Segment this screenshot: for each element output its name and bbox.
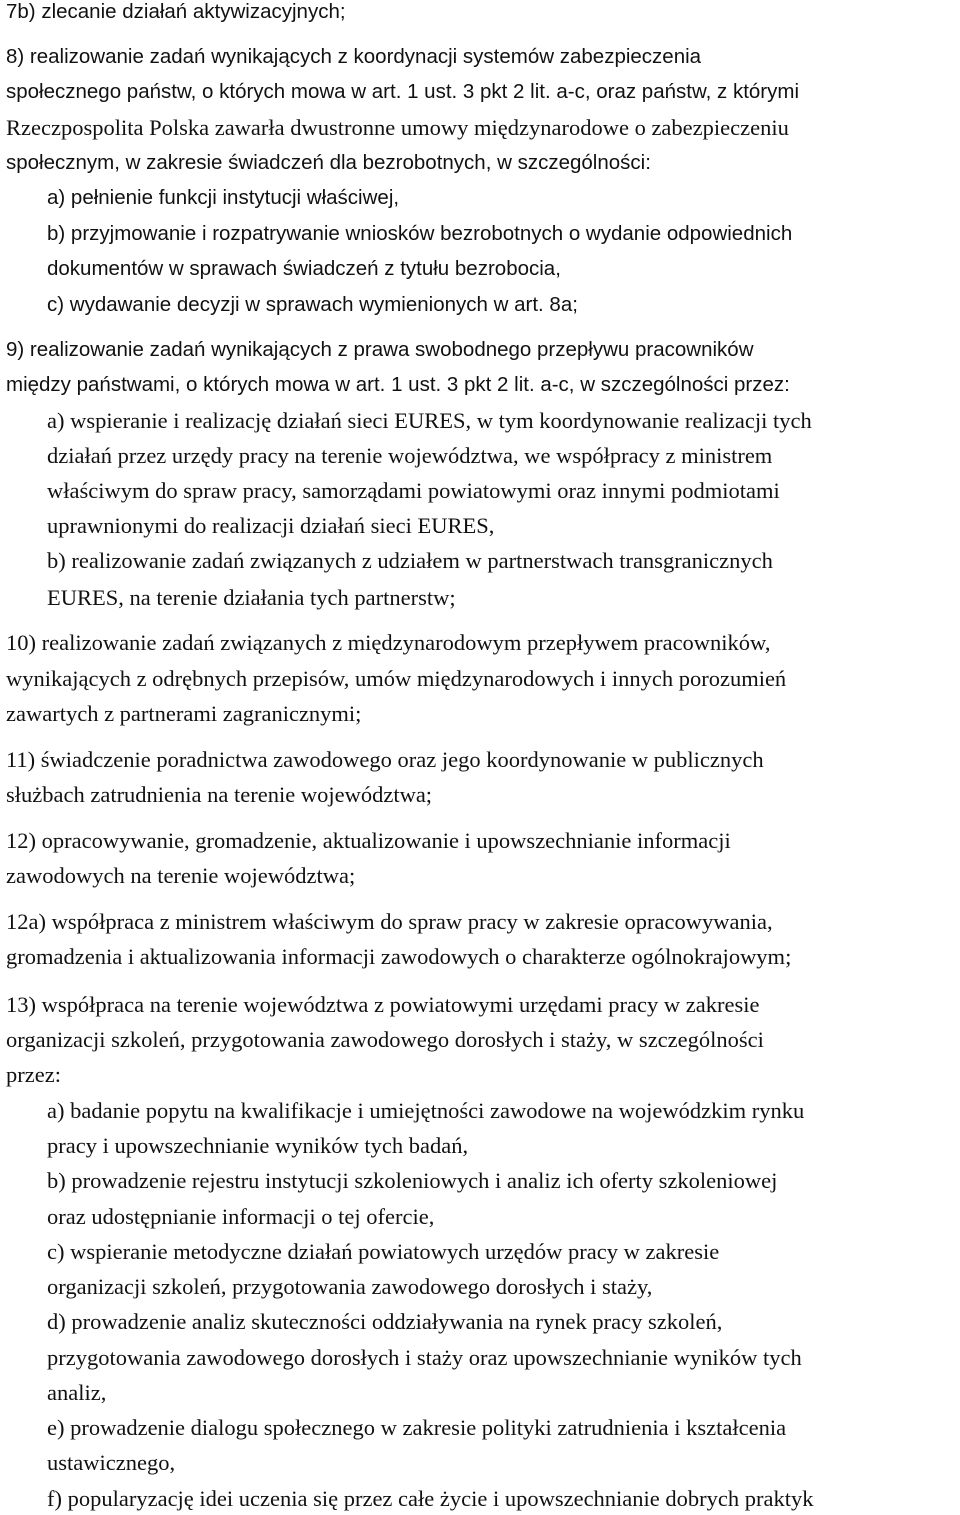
text-line: zawartych z partnerami zagranicznymi; [6,701,362,726]
text-line: pracy i upowszechnianie wyników tych badań, [47,1133,469,1158]
text-line: przez: [6,1062,61,1087]
text-line: Rzeczpospolita Polska zawarła dwustronne umowy międzynarodowe o zabezpieczeniu [6,115,789,140]
text-line: uprawnionymi do realizacji działań sieci EURES, [47,513,495,538]
text-line: 8) realizowanie zadań wynikających z koordynacji systemów zabezpieczenia [6,45,702,68]
text-line: EURES, na terenie działania tych partnerstw; [47,585,456,610]
text-line: 13) współpraca na terenie województwa z powiatowymi urzędami pracy w zakresie [6,992,760,1017]
text-line: a) badanie popytu na kwalifikacje i umiejętności zawodowe na wojewódzkim rynku [47,1098,805,1123]
text-line: dokumentów w sprawach świadczeń z tytułu bezrobocia, [47,257,561,280]
text-line: wynikających z odrębnych przepisów, umów międzynarodowych i innych porozumień [6,666,787,691]
text-line: organizacji szkoleń, przygotowania zawodowego dorosłych i staży, [47,1274,653,1299]
text-line: d) prowadzenie analiz skuteczności oddziaływania na rynek pracy szkoleń, [47,1309,723,1334]
text-line: gromadzenia i aktualizowania informacji zawodowych o charakterze ogólnokrajowym; [6,944,792,969]
text-line: zawodowych na terenie województwa; [6,863,356,888]
text-line: przygotowania zawodowego dorosłych i staży oraz upowszechnianie wyników tych [47,1345,802,1370]
text-line: między państwami, o których mowa w art. 1 ust. 3 pkt 2 lit. a-c, w szczególności przez: [6,373,790,396]
text-line: f) popularyzację idei uczenia się przez całe życie i upowszechnianie dobrych praktyk [47,1486,814,1511]
text-line: 7b) zlecanie działań aktywizacyjnych; [6,0,346,23]
text-line: działań przez urzędy pracy na terenie województwa, we współpracy z ministrem [47,443,773,468]
text-line: oraz udostępnianie informacji o tej ofercie, [47,1204,435,1229]
text-line: służbach zatrudnienia na terenie województwa; [6,782,433,807]
text-line: 11) świadczenie poradnictwa zawodowego oraz jego koordynowanie w publicznych [6,747,764,772]
text-line: 9) realizowanie zadań wynikających z prawa swobodnego przepływu pracowników [6,338,754,361]
text-line: b) realizowanie zadań związanych z udziałem w partnerstwach transgranicznych [47,548,773,573]
text-line: 10) realizowanie zadań związanych z międzynarodowym przepływem pracowników, [6,630,771,655]
text-line: a) pełnienie funkcji instytucji właściwej, [47,186,400,209]
text-line: c) wspieranie metodyczne działań powiatowych urzędów pracy w zakresie [47,1239,720,1264]
text-line: 12) opracowywanie, gromadzenie, aktualizowanie i upowszechnianie informacji [6,828,731,853]
text-line: ustawicznego, [47,1450,176,1475]
text-line: społecznego państw, o których mowa w art. 1 ust. 3 pkt 2 lit. a-c, oraz państw, z którymi [6,80,800,103]
text-line: 12a) współpraca z ministrem właściwym do spraw pracy w zakresie opracowywania, [6,909,773,934]
text-line: właściwym do spraw pracy, samorządami powiatowymi oraz innymi podmiotami [47,478,780,503]
text-line: analiz, [47,1380,107,1405]
text-line: b) przyjmowanie i rozpatrywanie wniosków bezrobotnych o wydanie odpowiednich [47,222,793,245]
text-line: a) wspieranie i realizację działań sieci EURES, w tym koordynowanie realizacji tych [47,408,812,433]
text-line: c) wydawanie decyzji w sprawach wymienionych w art. 8a; [47,293,578,316]
text-line: społecznym, w zakresie świadczeń dla bezrobotnych, w szczególności: [6,151,651,174]
text-line: organizacji szkoleń, przygotowania zawodowego dorosłych i staży, w szczególności [6,1027,764,1052]
text-line: e) prowadzenie dialogu społecznego w zakresie polityki zatrudnienia i kształcenia [47,1415,787,1440]
text-line: b) prowadzenie rejestru instytucji szkoleniowych i analiz ich oferty szkoleniowej [47,1168,778,1193]
